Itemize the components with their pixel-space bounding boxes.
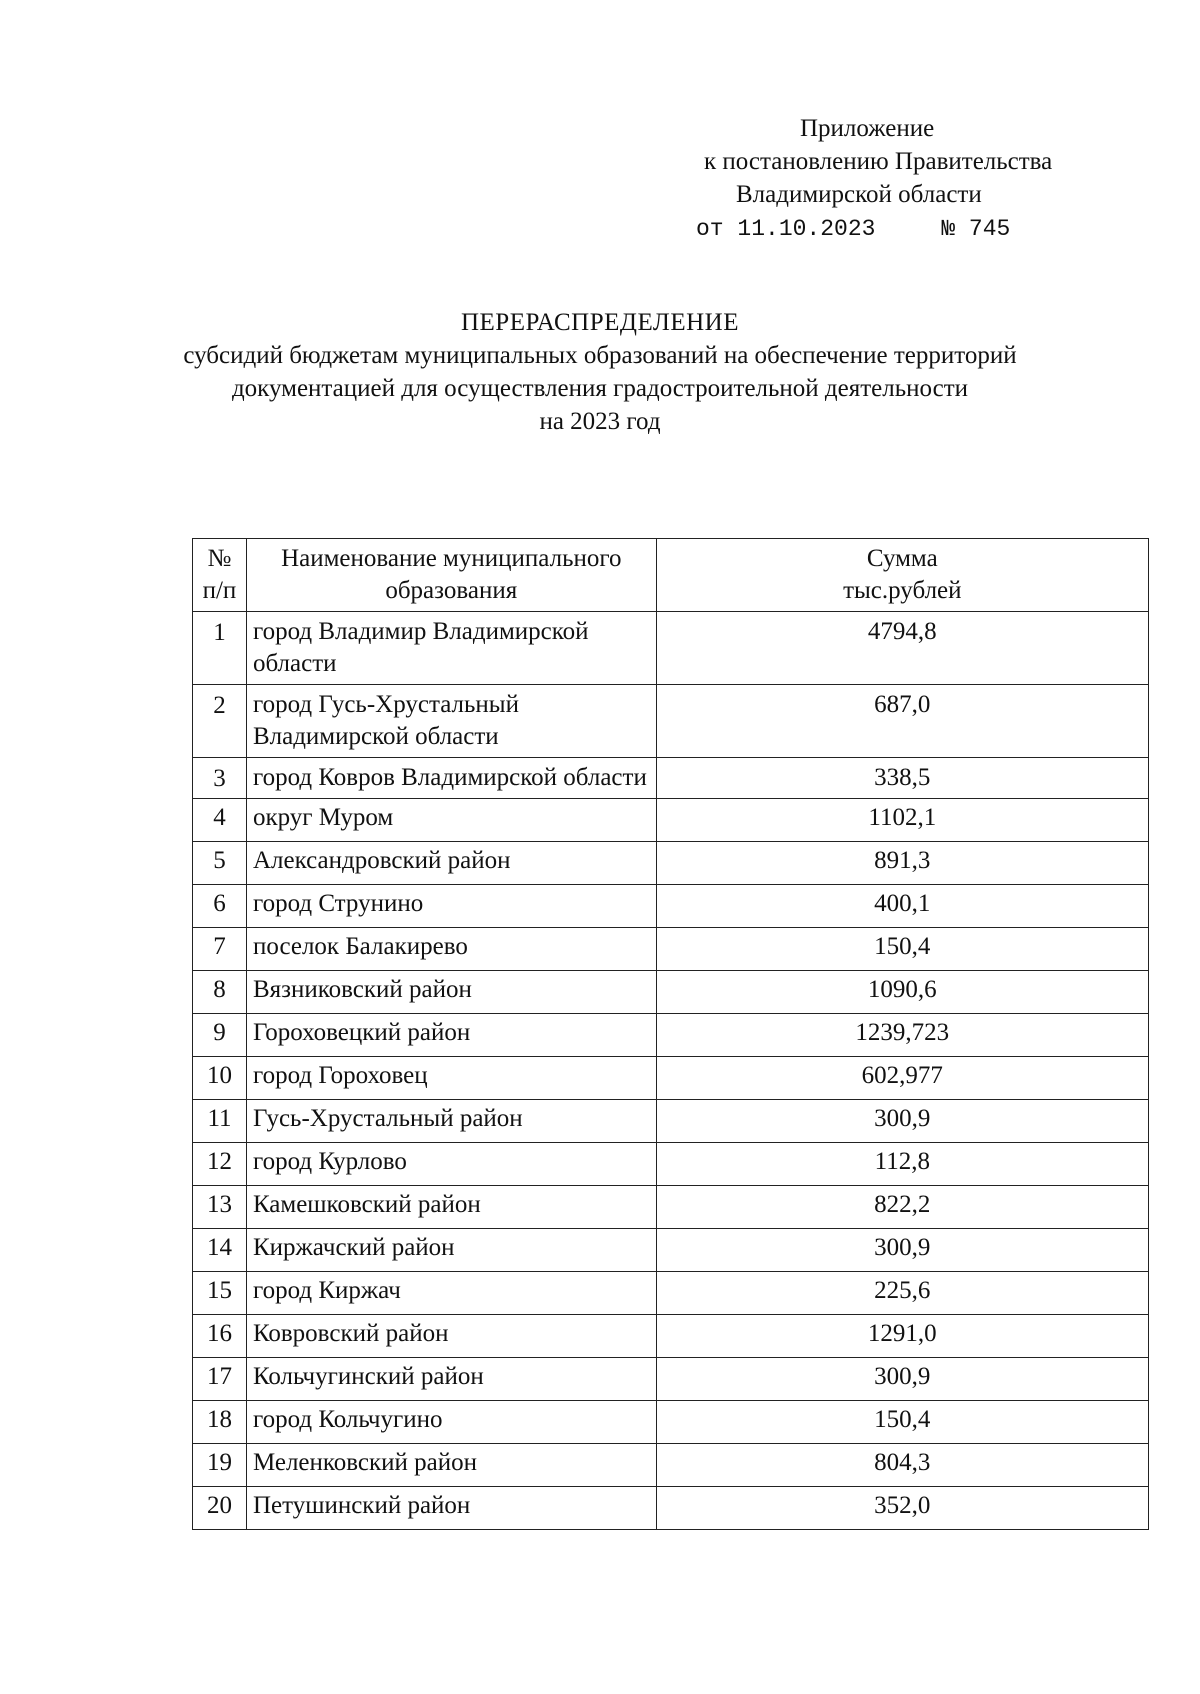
cell-sum: 1291,0 [656, 1315, 1148, 1358]
cell-name: Гороховецкий район [246, 1014, 656, 1057]
table-row [193, 1100, 1149, 1143]
cell-num: 18 [193, 1401, 247, 1444]
cell-num: 8 [193, 971, 247, 1014]
cell-sum: 822,2 [656, 1186, 1148, 1229]
cell-sum: 300,9 [656, 1229, 1148, 1272]
cell-name: Гусь-Хрустальный район [246, 1100, 656, 1143]
table-row [193, 1401, 1149, 1444]
cell-sum: 300,9 [656, 1358, 1148, 1401]
cell-name: Вязниковский район [246, 971, 656, 1014]
cell-sum: 891,3 [656, 842, 1148, 885]
cell-num: 20 [193, 1487, 247, 1530]
cell-sum: 687,0 [656, 685, 1148, 758]
table-row [193, 685, 1149, 758]
cell-sum: 352,0 [656, 1487, 1148, 1530]
cell-name: город Владимир Владимирской области [246, 612, 656, 685]
header-num-line2: п/п [202, 577, 237, 604]
cell-name: поселок Балакирево [246, 928, 656, 971]
cell-name: Киржачский район [246, 1229, 656, 1272]
appendix-block [680, 112, 1130, 246]
cell-sum: 300,9 [656, 1100, 1148, 1143]
number-prefix: № [941, 216, 956, 242]
cell-name: Александровский район [246, 842, 656, 885]
header-name [246, 539, 656, 612]
table-row [193, 1057, 1149, 1100]
cell-sum: 602,977 [656, 1057, 1148, 1100]
title-line-2: субсидий бюджетам муниципальных образований на обеспечение территорий [183, 342, 1017, 369]
cell-name: округ Муром [246, 799, 656, 842]
cell-num: 3 [193, 758, 247, 799]
table-row [193, 928, 1149, 971]
cell-sum: 804,3 [656, 1444, 1148, 1487]
cell-sum: 338,5 [656, 758, 1148, 799]
table-row [193, 885, 1149, 928]
resolution-date: 11.10.2023 [737, 216, 876, 242]
appendix-resolution: к постановлению Правительства [704, 148, 1053, 175]
cell-num: 7 [193, 928, 247, 971]
cell-name: город Кольчугино [246, 1401, 656, 1444]
cell-name: город Курлово [246, 1143, 656, 1186]
table-row [193, 1487, 1149, 1530]
header-name-line1: Наименование муниципального [281, 545, 622, 572]
cell-name: город Гусь-Хрустальный Владимирской области [246, 685, 656, 758]
table-row [193, 1229, 1149, 1272]
cell-num: 4 [193, 799, 247, 842]
header-num-line1: № [207, 545, 232, 572]
cell-sum: 1090,6 [656, 971, 1148, 1014]
cell-sum: 400,1 [656, 885, 1148, 928]
table-row [193, 971, 1149, 1014]
table-row [193, 612, 1149, 685]
header-sum-line2: тыс.рублей [843, 577, 962, 604]
table-row [193, 1315, 1149, 1358]
cell-name: Камешковский район [246, 1186, 656, 1229]
cell-num: 10 [193, 1057, 247, 1100]
table-row [193, 799, 1149, 842]
date-prefix: от [696, 216, 724, 242]
cell-num: 12 [193, 1143, 247, 1186]
cell-num: 15 [193, 1272, 247, 1315]
cell-name: Меленковский район [246, 1444, 656, 1487]
header-num [193, 539, 247, 612]
table-row [193, 1143, 1149, 1186]
appendix-date-line [680, 213, 1130, 246]
table-row [193, 1186, 1149, 1229]
cell-num: 9 [193, 1014, 247, 1057]
document-title [0, 306, 1200, 438]
cell-sum: 112,8 [656, 1143, 1148, 1186]
cell-num: 17 [193, 1358, 247, 1401]
cell-sum: 225,6 [656, 1272, 1148, 1315]
cell-num: 13 [193, 1186, 247, 1229]
cell-name: Ковровский район [246, 1315, 656, 1358]
table-row [193, 1444, 1149, 1487]
appendix-region: Владимирской области [736, 181, 982, 208]
cell-sum: 4794,8 [656, 612, 1148, 685]
cell-sum: 150,4 [656, 928, 1148, 971]
table-row [193, 1358, 1149, 1401]
cell-sum: 1102,1 [656, 799, 1148, 842]
table-row [193, 1014, 1149, 1057]
title-main: ПЕРЕРАСПРЕДЕЛЕНИЕ [460, 309, 740, 336]
table-row [193, 758, 1149, 799]
cell-num: 2 [193, 685, 247, 758]
cell-name: город Киржач [246, 1272, 656, 1315]
cell-num: 6 [193, 885, 247, 928]
header-sum [656, 539, 1148, 612]
cell-name: Петушинский район [246, 1487, 656, 1530]
cell-num: 16 [193, 1315, 247, 1358]
cell-name: город Струнино [246, 885, 656, 928]
cell-name: город Гороховец [246, 1057, 656, 1100]
table-header-row [193, 539, 1149, 612]
cell-name: город Ковров Владимирской области [246, 758, 656, 799]
appendix-title: Приложение [800, 115, 935, 142]
header-name-line2: образования [385, 577, 518, 604]
resolution-number: 745 [968, 216, 1011, 242]
title-line-3: документацией для осуществления градостроительной деятельности [231, 375, 969, 402]
table-body [193, 612, 1149, 1530]
cell-num: 1 [193, 612, 247, 685]
cell-sum: 150,4 [656, 1401, 1148, 1444]
header-sum-line1: Сумма [866, 545, 938, 572]
cell-num: 5 [193, 842, 247, 885]
table-row [193, 842, 1149, 885]
distribution-table [192, 538, 1149, 1530]
title-line-4: на 2023 год [539, 408, 661, 435]
cell-num: 11 [193, 1100, 247, 1143]
cell-num: 14 [193, 1229, 247, 1272]
table-row [193, 1272, 1149, 1315]
cell-num: 19 [193, 1444, 247, 1487]
cell-name: Кольчугинский район [246, 1358, 656, 1401]
cell-sum: 1239,723 [656, 1014, 1148, 1057]
